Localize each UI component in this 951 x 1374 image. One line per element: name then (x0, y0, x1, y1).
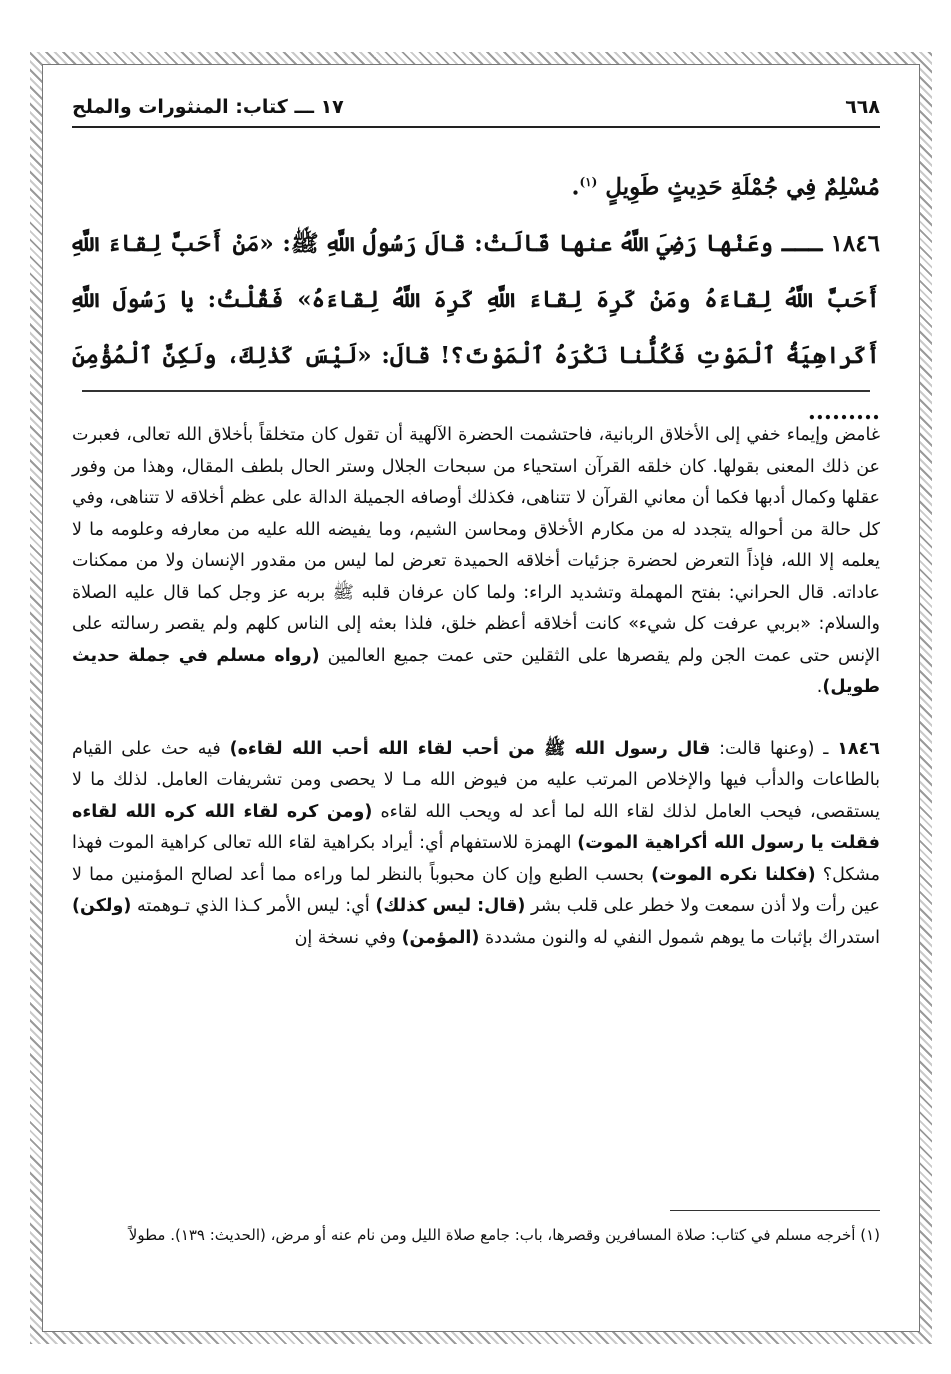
book-page (72, 72, 880, 1302)
page-number: ٦٦٨ (845, 96, 880, 118)
commentary-paragraph-2: ١٨٤٦ ـ (وعنها قالت: قال رسول الله ﷺ من أحب لقاء الله أحب الله لقاءه) فيه حث على القيام بالطاعات والدأب فيها والإخلاص المرتب عليه من فيوض الله مـا لا يحصى ومن تشريفات العامل. لذلك ما لا يستقصى، فيحب العامل لذلك لقاء الله لما أعد له ويحب الله لقاءه (ومن كره لقاء الله كره الله لقاءه فقلت يا رسول الله أكراهية الموت) الهمزة للاستفهام أي: أيراد بكراهية لقاء الله تعالى كراهية الموت فهذا مشكل؟ (فكلنا نكره الموت) بحسب الطبع وإن كان محبوباً بالنظر لما وراءه مما أعد لصالح المؤمنين مما لا عين رأت ولا أذن سمعت ولا خطر على قلب بشر (قال: ليس كذلك) أي: ليس الأمر كـذا الذي تـوهمته (ولكن) استدراك بإثبات ما يوهم شمول النفي له والنون مشددة (المؤمن) وفي نسخة إن (72, 738, 880, 948)
hadith-text-block (72, 154, 880, 440)
chapter-title: ١٧ ـــ كتاب: المنثورات والملح (72, 96, 344, 118)
footnote-rule (670, 1210, 880, 1211)
commentary-block (72, 420, 880, 984)
hadith-body: ـــ وعَنْها رَضِيَ اللَّهُ عنها قَالَتْ: قالَ رَسُولُ اللَّهِ ﷺ: «مَنْ أَحَبَّ لِقاءَ اللَّهِ أَحَبَّ اللَّهُ لِقاءَهُ ومَنْ كَرِهَ لِقاءَ اللَّهِ كَرِهَ اللَّهُ لِقاءَهُ» فَقُلْتُ: يا رَسُولَ اللَّهِ أَكَراهِيَةُ ٱلْمَوْتِ فَكُلُّنا نَكْرَهُ ٱلْمَوْتَ؟! قالَ: «لَيْسَ كَذٰلِكَ، ولَكِنَّ ٱلْمُؤْمِنَ ......... (72, 229, 880, 425)
footnote: (١) أخرجه مسلم في كتاب: صلاة المسافرين وقصرها، باب: جامع صلاة الليل ومن نام عنه أو مرض، (الحديث: ١٣٩). مطولاً (128, 1226, 880, 1244)
header-rule (72, 126, 880, 128)
section-separator (82, 390, 870, 392)
commentary-paragraph-1: غامض وإيماء خفي إلى الأخلاق الربانية، فاحتشمت الحضرة الآلهية أن تقول كان متخلقاً بأخلاق الله تعالى، فعبرت عن ذلك المعنى بقولها. كان خلقه القرآن استحياء من سبحات الجلال وستر الحال بلطف المقال، وهذا من وفور عقلها وكمال أدبها فكما أن معاني القرآن لا تتناهى، فكذلك أوصافه الجميلة الدالة على عظم أخلاقه لا تتناهى، وفي كل حالة من أحواله يتجدد له من مكارم الأخلاق ومحاسن الشيم، وما يفيضه الله عليه من معارفه وعلومه ما لا يعلمه إلا الله، فإذاً التعرض لحضرة جزئيات أخلاقه الحميدة تعرض لما ليس من مقدور الإنسان ولا من ممكنات عاداته. قال الحراني: بفتح المهملة وتشديد الراء: ولما كان عرفان قلبه ﷺ بربه عز وجل كما قال عليه الصلاة والسلام: «بربي عرفت كل شيء» كانت أخلاقه أعظم خلق، فلذا بعثه إلى الناس كلهم ولم يقصر رسالته على الإنس حتى عمت الجن ولم يقصرها على الثقلين حتى عمت جميع العالمين (رواه مسلم في جملة حديث طويل). (72, 425, 880, 697)
running-header (72, 90, 880, 124)
previous-hadith-end: مُسْلِمٌ فِي جُمْلَةِ حَدِيثٍ طَوِيلٍ $^{(١)}$. (571, 173, 880, 201)
footnote-ref: (١) (579, 175, 598, 189)
hadith-number: ١٨٤٦ (830, 229, 880, 257)
commentary-hadith-number: ١٨٤٦ (837, 738, 880, 759)
hadith-1846 (72, 216, 880, 440)
